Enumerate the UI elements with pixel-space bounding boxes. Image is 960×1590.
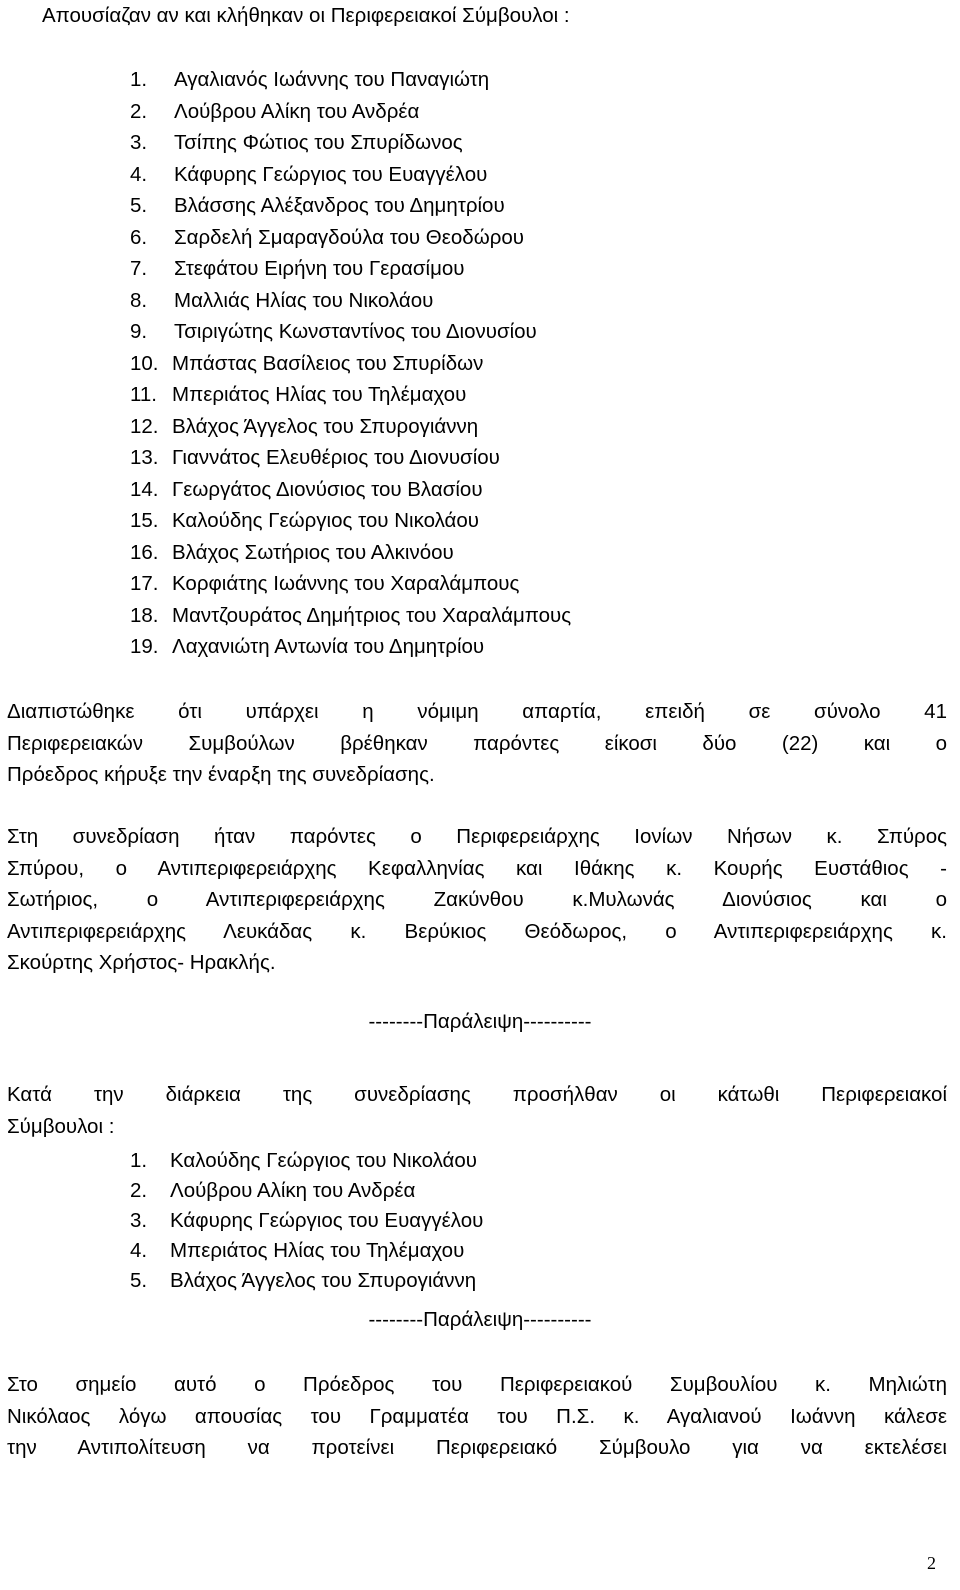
absent-councillors-list xyxy=(130,64,571,663)
paragraph-line: Πρόεδρος κήρυξε την έναρξη της συνεδρίασης. xyxy=(7,763,435,786)
list-item-text: Καλούδης Γεώργιος του Νικολάου xyxy=(170,1149,477,1172)
list-item xyxy=(130,316,571,348)
paragraph-line: Στη συνεδρίαση ήταν παρόντες ο Περιφερειάρχης Ιονίων Νήσων κ. Σπύρος xyxy=(7,825,947,848)
list-item xyxy=(130,411,571,443)
list-item-number: 10. xyxy=(130,351,159,375)
list-item xyxy=(130,568,571,600)
list-item-text: Βλάχος Άγγελος του Σπυρογιάννη xyxy=(170,1269,477,1292)
page-number: 2 xyxy=(927,1553,936,1573)
paragraph-line: Στο σημείο αυτό ο Πρόεδρος του Περιφερειακού Συμβουλίου κ. Μηλιώτη xyxy=(7,1373,947,1396)
list-item-number: 1. xyxy=(130,1149,148,1172)
list-item-number: 11. xyxy=(130,383,157,406)
list-item-text: Λούβρου Αλίκη του Ανδρέα xyxy=(174,99,420,123)
list-item-number: 16. xyxy=(130,540,159,564)
list-item xyxy=(130,96,571,128)
list-item-text: Μπεριάτος Ηλίας του Τηλέμαχου xyxy=(170,1239,465,1262)
final-paragraph xyxy=(7,1369,947,1464)
list-item xyxy=(130,631,571,663)
list-item-text: Μπάστας Βασίλειος του Σπυρίδων xyxy=(172,351,484,375)
list-item-text: Βλάχος Άγγελος του Σπυρογιάννη xyxy=(172,414,479,438)
list-item-number: 5. xyxy=(130,194,148,217)
arrived-councillors-list xyxy=(130,1146,483,1296)
paragraph-line: Διαπιστώθηκε ότι υπάρχει η νόμιμη απαρτία, επειδή σε σύνολο 41 xyxy=(7,700,947,723)
list-item-number: 15. xyxy=(130,509,159,532)
omission-marker: --------Παράλειψη---------- xyxy=(368,1010,592,1033)
list-item-number: 2. xyxy=(130,1179,148,1202)
list-item-text: Γεωργάτος Διονύσιος του Βλασίου xyxy=(172,477,483,501)
list-item xyxy=(130,1146,483,1176)
list-item-number: 1. xyxy=(130,68,148,91)
paragraph-line: Σωτήριος, ο Αντιπεριφερειάρχης Ζακύνθου κ.Μυλωνάς Διονύσιος και ο xyxy=(7,888,947,911)
list-item-text: Μαντζουράτος Δημήτριος του Χαραλάμπους xyxy=(172,603,572,627)
list-item-text: Μαλλιάς Ηλίας του Νικολάου xyxy=(174,288,434,312)
list-item xyxy=(130,379,571,411)
list-item-text: Λαχανιώτη Αντωνία του Δημητρίου xyxy=(172,635,485,658)
list-item-number: 5. xyxy=(130,1269,148,1292)
list-item xyxy=(130,222,571,254)
list-item-number: 3. xyxy=(130,1209,148,1232)
list-item-number: 17. xyxy=(130,572,159,595)
list-item xyxy=(130,253,571,285)
list-item-number: 8. xyxy=(130,288,148,312)
paragraph-line: Σκούρτης Χρήστος- Ηρακλής. xyxy=(7,951,276,974)
list-item-number: 6. xyxy=(130,225,148,249)
list-item-number: 14. xyxy=(130,477,159,501)
list-item xyxy=(130,127,571,159)
paragraph-line: Κατά την διάρκεια της συνεδρίασης προσήλθαν οι κάτωθι Περιφερειακοί xyxy=(7,1083,947,1106)
list-item-text: Σαρδελή Σμαραγδούλα του Θεοδώρου xyxy=(174,225,524,249)
paragraph-line: Σπύρου, ο Αντιπεριφερειάρχης Κεφαλληνίας και Ιθάκης κ. Κουρής Ευστάθιος - xyxy=(7,856,947,880)
list-item-number: 3. xyxy=(130,131,148,154)
paragraph-line: Αντιπεριφερειάρχης Λευκάδας κ. Βερύκιος Θεόδωρος, ο Αντιπεριφερειάρχης κ. xyxy=(7,919,947,943)
paragraph-line: Νικόλαος λόγω απουσίας του Γραμματέα του Π.Σ. κ. Αγαλιανού Ιωάννη κάλεσε xyxy=(7,1404,947,1428)
list-item-text: Τσίπης Φώτιος του Σπυρίδωνος xyxy=(174,131,463,154)
list-item-number: 7. xyxy=(130,257,148,280)
list-item-text: Αγαλιανός Ιωάννης του Παναγιώτη xyxy=(174,68,490,91)
list-item xyxy=(130,348,571,380)
list-item xyxy=(130,1176,483,1206)
list-item-number: 19. xyxy=(130,635,159,658)
list-item xyxy=(130,474,571,506)
list-item-text: Βλάχος Σωτήριος του Αλκινόου xyxy=(172,540,454,564)
list-item-number: 18. xyxy=(130,603,159,627)
list-item xyxy=(130,505,571,537)
paragraph-line: την Αντιπολίτευση να προτείνει Περιφερειακό Σύμβουλο για να εκτελέσει xyxy=(7,1436,947,1459)
list-item-text: Λούβρου Αλίκη του Ανδρέα xyxy=(170,1179,416,1202)
list-item-text: Στεφάτου Ειρήνη του Γερασίμου xyxy=(174,257,465,280)
paragraph-line: Σύμβουλοι : xyxy=(7,1114,115,1138)
list-item xyxy=(130,190,571,222)
list-item xyxy=(130,537,571,569)
list-item-text: Βλάσσης Αλέξανδρος του Δημητρίου xyxy=(174,194,505,217)
list-item xyxy=(130,442,571,474)
attendance-paragraph xyxy=(7,821,947,979)
list-item-number: 13. xyxy=(130,446,159,469)
absent-heading: Απουσίαζαν αν και κλήθηκαν οι Περιφερειακοί Σύμβουλοι : xyxy=(42,4,570,27)
list-item xyxy=(130,600,571,632)
list-item-text: Κορφιάτης Ιωάννης του Χαραλάμπους xyxy=(172,572,520,595)
list-item-number: 12. xyxy=(130,414,159,438)
list-item-text: Τσιριγώτης Κωνσταντίνος του Διονυσίου xyxy=(174,320,537,343)
list-item-text: Γιαννάτος Ελευθέριος του Διονυσίου xyxy=(172,446,500,469)
quorum-paragraph xyxy=(7,696,947,791)
list-item xyxy=(130,1266,483,1296)
list-item-text: Μπεριάτος Ηλίας του Τηλέμαχου xyxy=(172,383,467,406)
list-item-text: Κάφυρης Γεώργιος του Ευαγγέλου xyxy=(174,162,488,186)
list-item xyxy=(130,64,571,96)
list-item-number: 9. xyxy=(130,320,148,343)
arrivals-paragraph xyxy=(7,1079,947,1142)
omission-marker: --------Παράλειψη---------- xyxy=(368,1308,592,1331)
list-item-number: 4. xyxy=(130,1239,148,1262)
list-item xyxy=(130,1206,483,1236)
list-item xyxy=(130,1236,483,1266)
list-item xyxy=(130,285,571,317)
list-item-number: 2. xyxy=(130,99,148,123)
list-item-text: Κάφυρης Γεώργιος του Ευαγγέλου xyxy=(170,1209,484,1232)
list-item-number: 4. xyxy=(130,162,148,186)
paragraph-line: Περιφερειακών Συμβούλων βρέθηκαν παρόντες είκοσι δύο (22) και ο xyxy=(7,731,947,755)
list-item-text: Καλούδης Γεώργιος του Νικολάου xyxy=(172,509,479,532)
list-item xyxy=(130,159,571,191)
